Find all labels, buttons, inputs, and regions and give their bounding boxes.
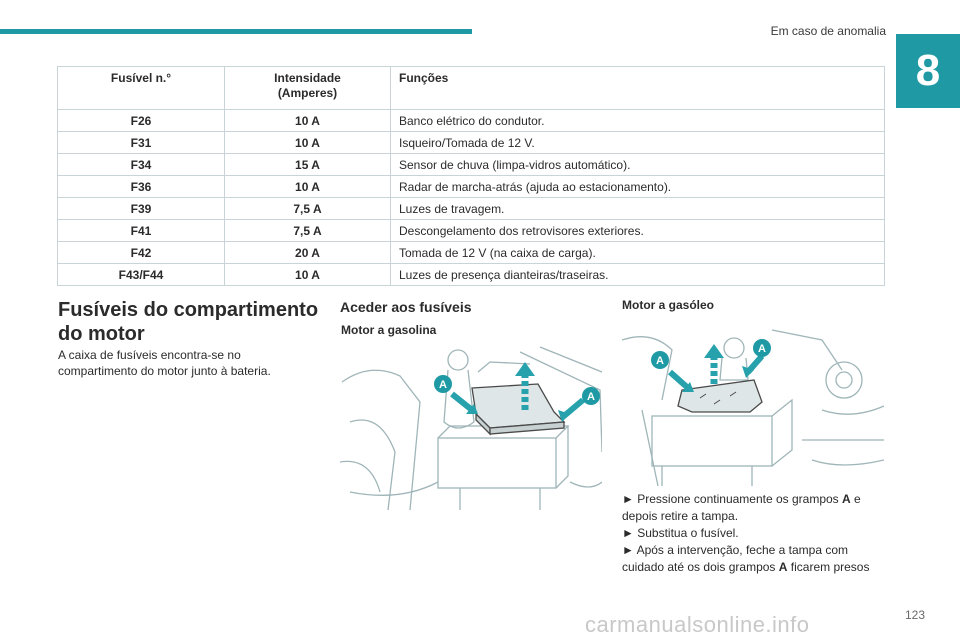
fuse-intensity: 10 A: [225, 110, 391, 132]
fuse-number: F41: [58, 220, 225, 242]
fuse-function: Sensor de chuva (limpa-vidros automático).: [391, 154, 885, 176]
step-2: [622, 525, 892, 542]
clip-a-marker: [582, 387, 600, 405]
fuse-table: [57, 66, 885, 286]
clip-letter: A: [587, 391, 595, 403]
step-3-clip-letter: A: [778, 560, 788, 574]
engine-fuses-intro: A caixa de fusíveis encontra-se no compartimento do motor junto à bateria.: [58, 348, 271, 378]
diesel-engine-label: Motor a gasóleo: [622, 298, 715, 312]
fuse-intensity: 7,5 A: [225, 198, 391, 220]
header-intensity-line2: (Amperes): [277, 86, 338, 100]
bullet-arrow-icon: ►: [622, 492, 634, 506]
header-intensity-line1: Intensidade: [274, 71, 341, 85]
fuse-intensity: 10 A: [225, 176, 391, 198]
header-functions: Funções: [391, 67, 885, 110]
fuse-function: Isqueiro/Tomada de 12 V.: [391, 132, 885, 154]
fuse-function: Banco elétrico do condutor.: [391, 110, 885, 132]
diesel-engine-illustration: [622, 320, 884, 486]
step-1-clip-letter: A: [842, 492, 851, 506]
fuse-number: F36: [58, 176, 225, 198]
fuse-number: F39: [58, 198, 225, 220]
fuse-number: F34: [58, 154, 225, 176]
step-3: [622, 542, 892, 576]
fuse-intensity: 15 A: [225, 154, 391, 176]
procedure-steps: [622, 491, 892, 576]
petrol-engine-illustration: [340, 342, 602, 510]
table-row: [58, 242, 885, 264]
fuse-number: F26: [58, 110, 225, 132]
table-row: [58, 220, 885, 242]
step-1-text-a: Pressione continuamente os grampos: [637, 492, 843, 506]
step-1-text-c: e depois retire a tampa.: [622, 492, 861, 523]
clip-a-marker: [434, 375, 452, 393]
engine-fuses-heading-line1: Fusíveis do compartimento: [58, 299, 319, 321]
engine-fuses-heading: [58, 298, 328, 346]
fuse-function: Descongelamento dos retrovisores exteriores.: [391, 220, 885, 242]
fuse-function: Luzes de travagem.: [391, 198, 885, 220]
bullet-arrow-icon: ►: [622, 526, 634, 540]
table-row: [58, 176, 885, 198]
clip-a-marker: [651, 351, 669, 369]
header-fuse-number: Fusível n.°: [58, 67, 225, 110]
table-row: [58, 110, 885, 132]
petrol-engine-label: Motor a gasolina: [341, 323, 437, 337]
table-row: [58, 198, 885, 220]
clip-a-marker: [753, 339, 771, 357]
fuse-number: F42: [58, 242, 225, 264]
chapter-number-tab: 8: [896, 34, 960, 108]
fuse-number: F43/F44: [58, 264, 225, 286]
page-number: 123: [905, 608, 926, 622]
fuse-function: Tomada de 12 V (na caixa de carga).: [391, 242, 885, 264]
engine-fuses-heading-line2: do motor: [58, 323, 145, 345]
fuse-number: F31: [58, 132, 225, 154]
step-2-text: Substitua o fusível.: [637, 526, 739, 540]
header-intensity: [225, 67, 391, 110]
step-1: [622, 491, 892, 525]
table-header-row: [58, 67, 885, 110]
watermark: carmanualsonline.info: [585, 612, 810, 637]
access-fuses-heading: Aceder aos fusíveis: [340, 299, 472, 315]
fuse-function: Luzes de presença dianteiras/traseiras.: [391, 264, 885, 286]
fuse-intensity: 10 A: [225, 264, 391, 286]
table-row: [58, 154, 885, 176]
section-title: Em caso de anomalia: [770, 24, 886, 38]
fuse-intensity: 7,5 A: [225, 220, 391, 242]
fuse-function: Radar de marcha-atrás (ajuda ao estacionamento).: [391, 176, 885, 198]
bullet-arrow-icon: ►: [622, 543, 634, 557]
clip-letter: A: [656, 355, 664, 367]
step-3-text-c: ficarem presos: [787, 560, 870, 574]
clip-letter: A: [439, 379, 447, 391]
clip-letter: A: [758, 343, 766, 355]
table-row: [58, 132, 885, 154]
table-row: [58, 264, 885, 286]
fuse-intensity: 20 A: [225, 242, 391, 264]
step-3-text-a: Após a intervenção, feche a tampa com cuidado até os dois grampos: [622, 543, 849, 574]
fuse-intensity: 10 A: [225, 132, 391, 154]
top-accent-bar: [0, 29, 472, 34]
